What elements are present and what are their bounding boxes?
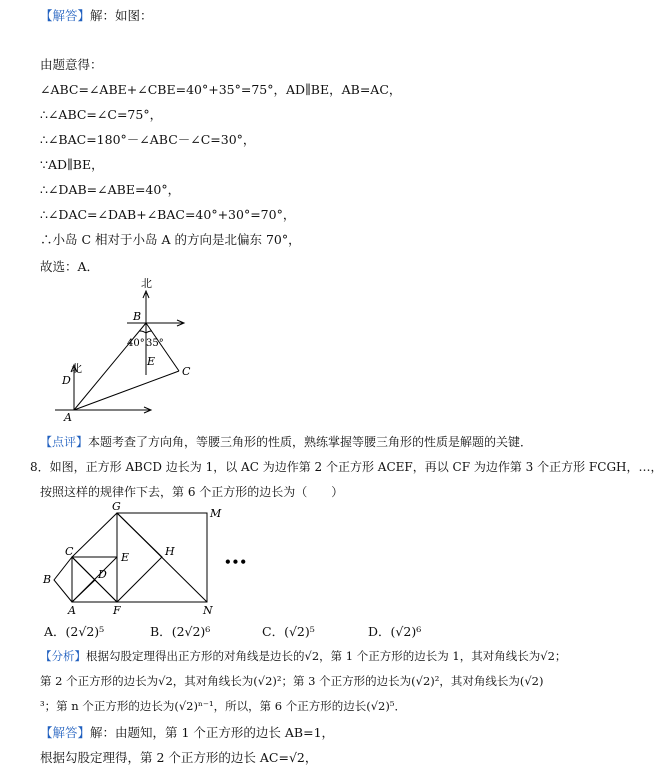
solution2-tag: 【解答】 xyxy=(40,725,91,740)
point-b-label: B xyxy=(133,310,142,323)
analysis-line3: ³；第 n 个正方形的边长为(√2)ⁿ⁻¹，所以，第 6 个正方形的边长(√2)⁵． xyxy=(40,699,406,713)
point-g-label: G xyxy=(112,500,121,513)
solution-intro: 解：如图： xyxy=(90,8,153,23)
point-e2-label: E xyxy=(121,551,130,564)
analysis-tag: 【分析】 xyxy=(40,649,86,663)
point-h-label: H xyxy=(165,545,175,558)
equation-2: ∴∠ABC=∠C=75°， xyxy=(40,107,163,122)
solution-tag: 【解答】 xyxy=(40,8,91,23)
solution2-line1 xyxy=(40,723,334,741)
angle-arc-abe xyxy=(139,331,146,333)
analysis-line1 xyxy=(40,648,566,664)
equation-5: ∴∠DAB=∠ABE=40°， xyxy=(40,182,181,197)
option-a[interactable] xyxy=(44,622,104,640)
point-e-label: E xyxy=(147,355,156,368)
point-a-label: A xyxy=(64,411,72,424)
equation-3: ∴∠BAC=180°－∠ABC－∠C=30°， xyxy=(40,132,256,147)
analysis-text-1: 根据勾股定理得出正方形的对角线是边长的√2，第 1 个正方形的边长为 1，其对角线长为√2； xyxy=(86,649,567,663)
angle-40-label: 40° xyxy=(127,338,145,349)
north-label-top: 北 xyxy=(141,277,152,290)
point-f-label: F xyxy=(113,604,121,617)
point-b2-label: B xyxy=(43,573,52,586)
given-line: 由题意得： xyxy=(40,57,103,72)
option-b[interactable] xyxy=(150,622,210,640)
squares-figure xyxy=(40,500,300,618)
angle-arc-cbe xyxy=(146,331,152,333)
option-d[interactable] xyxy=(368,622,421,640)
angle-35-label: 35° xyxy=(146,338,164,349)
point-n-label: N xyxy=(203,604,213,617)
equation-4: ∵AD∥BE， xyxy=(40,157,104,172)
direction-angle-figure xyxy=(55,275,215,425)
point-a2-label: A xyxy=(68,604,76,617)
solution-line-intro xyxy=(40,6,153,24)
question-text-1: 如图，正方形 ABCD 边长为 1，以 AC 为边作第 2 个正方形 ACEF，再以 CF 为边作第 3 个正方形 FCGH，…， xyxy=(49,460,663,474)
answer-choice: 故选：A． xyxy=(40,259,100,274)
question-number: 8． xyxy=(30,460,50,474)
point-c-label: C xyxy=(182,365,191,378)
solution2-line2: 根据勾股定理得，第 2 个正方形的边长 AC=√2， xyxy=(40,750,318,765)
option-b-label: B． xyxy=(150,624,172,639)
option-c[interactable] xyxy=(262,622,315,640)
option-c-text: (√2)⁵ xyxy=(284,624,315,639)
point-d2-label: D xyxy=(98,568,107,581)
point-m-label: M xyxy=(210,507,222,520)
solution2-text-1: 解：由题知，第 1 个正方形的边长 AB=1， xyxy=(90,725,335,740)
equation-1: ∠ABC=∠ABE+∠CBE=40°+35°=75°，AD∥BE，AB=AC， xyxy=(40,82,402,97)
analysis-line2: 第 2 个正方形的边长为√2，其对角线长为(√2)²；第 3 个正方形的边长为(√2)²，其对角线长为(√2) xyxy=(40,674,544,688)
option-c-label: C． xyxy=(262,624,285,639)
option-b-text: (2√2)⁶ xyxy=(171,624,211,639)
comment-line xyxy=(40,433,532,450)
option-a-text: (2√2)⁵ xyxy=(65,624,105,639)
square-abcd xyxy=(54,557,95,602)
option-a-label: A． xyxy=(44,624,66,639)
continuation-dots: ••• xyxy=(224,555,248,569)
equation-6: ∴∠DAC=∠DAB+∠BAC=40°+30°=70°， xyxy=(40,207,296,222)
question-8-line1 xyxy=(30,458,663,475)
option-d-label: D． xyxy=(368,624,391,639)
equation-7: ∴小岛 C 相对于小岛 A 的方向是北偏东 70°， xyxy=(40,232,301,247)
comment-text: 本题考查了方向角，等腰三角形的性质，熟练掌握等腰三角形的性质是解题的关键． xyxy=(88,435,533,449)
point-d-label: D xyxy=(62,374,71,387)
question-8-line2: 按照这样的规律作下去，第 6 个正方形的边长为（ ） xyxy=(40,485,344,499)
point-c2-label: C xyxy=(65,545,74,558)
north-label-left: 北 xyxy=(71,362,82,375)
comment-tag: 【点评】 xyxy=(40,435,89,449)
option-d-text: (√2)⁶ xyxy=(390,624,422,639)
